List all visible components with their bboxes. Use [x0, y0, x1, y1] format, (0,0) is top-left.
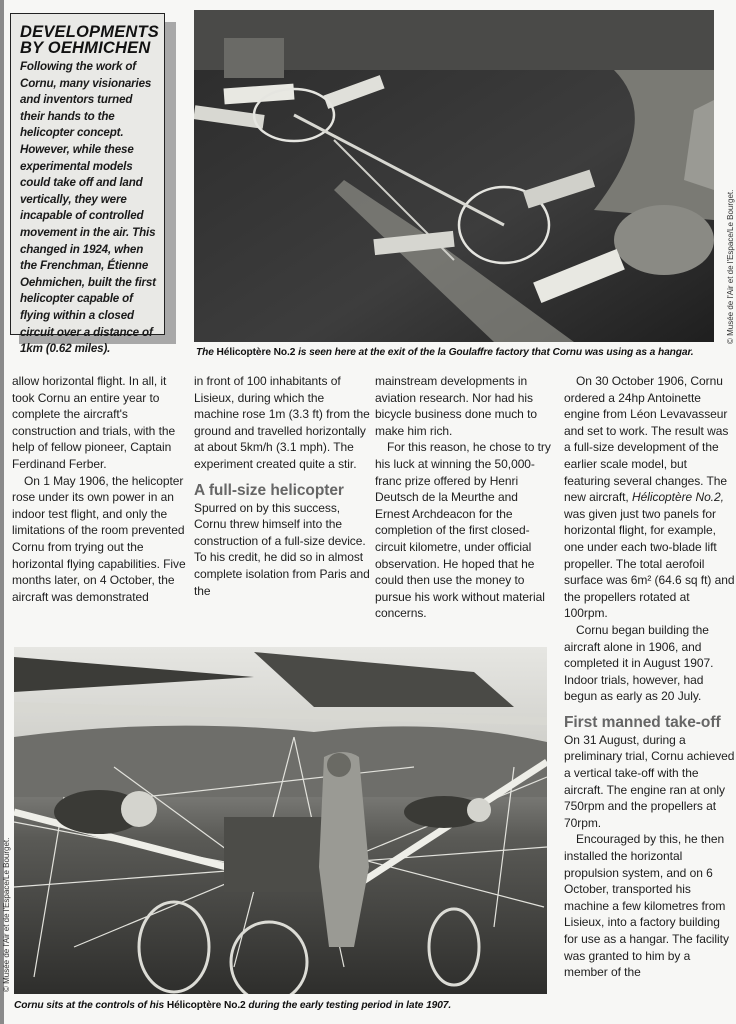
article-column-3: [375, 373, 553, 622]
paragraph: in front of 100 inhabitants of Lisieux, during which the machine rose 1m (3.3 ft) from the ground and travelled horizontally at about 5km/h (3.1 mph). The experiment created quite a stir.: [194, 374, 370, 471]
photo-credit-top: © Musée de l'Air et de l'Espace/Le Bourget.: [726, 189, 735, 344]
article-column-2: [194, 373, 372, 599]
paragraph: Spurred on by this success, Cornu threw himself into the construction of a full-size device. To his credit, he did so in almost complete isolation from Paris and the: [194, 500, 370, 598]
subheading-full-size-helicopter: A full-size helicopter: [194, 481, 344, 499]
sidebar-title: DEVELOPMENTS BY OEHMICHEN: [20, 23, 160, 57]
paragraph: mainstream developments in aviation research. Nor had his bicycle business done much to make him rich.: [375, 374, 537, 438]
paragraph: allow horizontal flight. In all, it took Cornu an entire year to complete the aircraft's construction and trials, with the help of fellow pioneer, Captain Ferdinand Ferber.: [12, 374, 176, 471]
caption-bottom: Cornu sits at the controls of his Hélicoptère No.2 during the early testing period in late 1907.: [14, 1000, 452, 1011]
paragraph: Encouraged by this, he then installed the horizontal propulsion system, and on 6 October, transported his machine a few kilometres from Lisieux, into a factory building for use as a hangar. The facility was granted to him by a member of the: [564, 832, 729, 980]
sidebar-box: [10, 13, 165, 356]
paragraph: Cornu began building the aircraft alone in 1906, and completed it in August 1907. Indoor trials, however, had begun as early as 20 July.: [564, 622, 714, 704]
paragraph: On 31 August, during a preliminary trial, Cornu achieved a vertical take-off with the aircraft. The engine ran at only 750rpm and the propellers at 70rpm.: [564, 732, 735, 830]
sidebar-body: Following the work of Cornu, many visionaries and inventors turned their hands to the helicopter concept. However, while these experimental models could take off and land vertically, they were incapable of controlled movement in the air. This changed in 1924, when the Frenchman, Étienne Oehmichen, built the first helicopter capable of flying within a closed circuit over a distance of 1km (0.62 miles).: [20, 60, 156, 356]
photo-cornu-at-controls: [14, 647, 547, 994]
caption-top: The Hélicoptère No.2 is seen here at the exit of the la Goulaffre factory that Cornu was using as a hangar.: [196, 347, 694, 358]
subheading-first-manned-take-off: First manned take-off: [564, 713, 721, 731]
paragraph: On 30 October 1906, Cornu ordered a 24hp Antoinette engine from Léon Levavasseur and set to work. The result was a full-size development of the earlier scale model, but featuring several changes. The new aircraft, Hélicoptère No.2, was given just two panels for horizontal flight, for example, one under each two-blade lift propeller. The total aerofoil surface was 6m² (64.6 sq ft) and the propellers rotated at 100rpm.: [564, 374, 735, 621]
photo-credit-bottom: © Musée de l'Air et de l'Espace/Le Bourget.: [2, 837, 11, 992]
article-column-4: [564, 373, 736, 981]
photo-helicoptere-hangar: [194, 10, 714, 342]
paragraph: On 1 May 1906, the helicopter rose under its own power in an indoor test flight, and only the limitations of the room prevented Cornu from trying out the horizontal flying capabilities. Five months later, on 4 October, the aircraft was demonstrated: [12, 473, 186, 604]
paragraph: For this reason, he chose to try his luck at winning the 50,000-franc prize offered by Henri Deutsch de la Meurthe and Ernest Archdeacon for the completion of the first closed-circuit kilometre, under official observation. He hoped that he could then use the money to pursue his work without material concerns.: [375, 440, 551, 621]
article-column-1: [12, 373, 190, 605]
